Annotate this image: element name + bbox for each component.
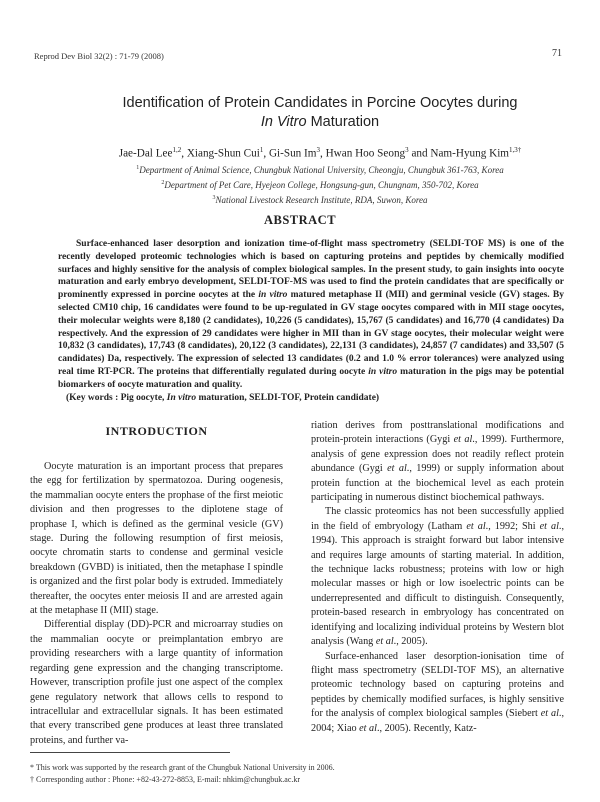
introduction-heading: INTRODUCTION [105,424,208,438]
affil-marker: 1 [136,165,140,171]
funding-footnote: * This work was supported by the research grant of the Chungbuk National University in 2006. [30,763,335,772]
citation-italic: et al [375,636,394,648]
footnote-divider [30,752,230,753]
author-name: Nam-Hyung Kim [430,147,510,160]
citation-italic: et al [539,520,559,532]
corresponding-footnote: † Corresponding author : Phone: +82-43-272-8853, E-mail: nhkim@chungbuk.ac.kr [30,775,301,784]
author-name: Jae-Dal Lee [118,147,173,160]
affiliation [60,192,580,207]
abstract-text: matured metaphase II (MII) and germinal vesicle (GV) stages. By selected CM10 chip, 16 candidates were found to be up-regulated in GV stage oocytes compared with in MII stage oocytes, their molecular weights were 8,180 (2 candidates), 10,226 (5 candidates), 15,767 (5 candidates) and 16,770 (4 candidates) Da respectively. And the expression of 29 candidates were higher in MII than in GV stage oocytes, their molecular weight were 10,832 (3 candidates), 17,743 (8 candidates), 20,122 (3 candidates), 22,131 (3 candidates), 24,857 (7 candidates) and 33,507 (5 candidates) Da, respectively. The expression of selected 13 candidates (0.2 and 1.0 % error tolerances) were analyzed using real time RT-PCR. The proteins that differentially regulated during oocyte [58,290,564,377]
abstract-body [58,238,564,404]
affil-text: Department of Pet Care, Hyejeon College, Hongsung-gun, Chungnam, 350-702, Korea [164,180,479,190]
keywords-text: maturation, SELDI-TOF, Protein candidate) [196,392,380,403]
right-column [311,419,564,736]
author-affil-marker: 1 [259,146,264,154]
body-text: ., 2005). [393,636,428,648]
abstract-text: Surface-enhanced laser desorption and ionization time-of-flight mass spectrometry (SELDI-TOF MS) is one of the recently developed proteomic technologies which is based on capturing proteins and peptides by chemically modified surfaces and highly sensitive for the analysis of complex biological samples. In the present study, to gain insights into oocyte maturation and early embryo development, SELDI-TOF-MS was used to find the protein candidates that are specifically or prominently expressed in porcine oocytes at the [58,239,564,301]
body-paragraph [311,419,564,505]
page-number: 71 [552,48,562,59]
author-affil-marker: 3 [316,146,320,154]
citation-italic: et al [453,434,473,446]
author-affil-marker: 3 [405,146,409,154]
affiliation [60,177,580,192]
abstract-text: maturation in the pigs may be potential biomarkers of oocyte maturation and quality. [58,366,564,390]
abstract-heading: ABSTRACT [263,213,337,227]
left-column [30,424,283,748]
body-text: riation derives from posttranslational modifications and protein-protein interactions (Gygi [311,420,564,446]
author-name: Xiang-Shun Cui [186,147,260,160]
running-head: Reprod Dev Biol 32(2) : 71-79 (2008) [34,51,164,61]
body-paragraph [311,650,564,736]
citation-italic: et al [359,722,377,734]
abstract-paragraph [58,238,564,392]
body-text: ., 1999) or supply information about protein function at the biochemical level as each protein participating in numerous distinct biochemical pathways. [311,463,564,504]
affil-text: National Livestock Research Institute, RDA, Suwon, Korea [215,195,428,205]
title-line-1: Identification of Protein Candidates in Porcine Oocytes during [122,95,518,111]
affil-marker: 2 [161,180,165,186]
body-text: Surface-enhanced laser desorption-ionisation time of flight mass spectrometry (SELDI-TOF MS), an alternative proteomic technology based on capturing proteins and peptides by chemically modified surfaces, is highly sensitive for the analysis of complex biological samples (Siebert [311,650,564,720]
affiliation [60,162,580,177]
title-rest: Maturation [306,114,380,130]
abstract-italic: in vitro [258,290,288,301]
paper-title [40,94,600,132]
body-text: The classic proteomics has not been successfully applied in the field of embryology (Latham [311,506,564,532]
body-text: ., 1999). Furthermore, analysis of gene expression does not readily reflect protein abundance (Gygi [311,434,564,475]
body-paragraph [311,505,564,649]
title-italic: In Vitro [260,114,307,130]
citation-italic: et al [466,520,486,532]
affil-marker: 3 [212,195,216,201]
title-line-2 [40,113,600,132]
affil-text: Department of Animal Science, Chungbuk National University, Cheongju, Chungbuk 361-763, Korea [139,165,504,175]
citation-italic: et al [387,463,407,475]
keywords-text: (Key words : Pig oocyte, [66,392,167,403]
body-text: ., 2005). Recently, Katz- [376,722,477,734]
citation-italic: et al [540,708,559,720]
author-affil-marker: 1,3† [509,146,522,154]
keywords [58,392,564,405]
abstract-italic: in vitro [368,366,398,377]
body-paragraph: Differential display (DD)-PCR and microarray studies on the mammalian oocyte or preimplantation embryo are providing researchers with a large quantity of information regarding gene expression and the changing transcriptome. However, transcription profile just one aspect of the complex gene regulatory network that allows cells to respond to intracellular and extracellular signals. It has been estimated that every transcribed gene produces at least three translated proteins, and further va- [30,619,283,746]
body-paragraph: Oocyte maturation is an important process that prepares the egg for fertilization by spermatozoa. During oogenesis, the mammalian oocyte enters the prophase of the first meiotic division and then progresses to the diplotene stage of prophase I, which is defined as the germinal vesicle (GV) stage. During the following resumption of first meiosis, oocyte chromatin starts to condense and germinal vesicle breakdown (GVBD) is initiated, then the metaphase I spindle is organized and the first polar body is extruded. Immediately thereafter, the oocytes enter meiosis II and are arrested again at the metaphase II (MII) stage. [30,461,283,617]
author-affil-marker: 1,2 [172,146,182,154]
body-text: ., 1992; Shi [485,520,540,532]
author-list: Jae-Dal Lee$^{1,2}$, Xiang-Shun Cui$^1$, Gi-Sun Im$^3$, Hwan Hoo Seong$^3$ and Nam-Hyung Kim$^{1,3\dagger}$ [118,146,522,160]
body-text: ., 1994). This approach is straight forward but labor intensive and requires large amounts of starting material. In addition, the technique lacks robustness; proteins with low or high molecular masses or high or low isoelectric points can be underrepresented and difficult to distinguish. Consequently, protein-based research in embryology has concentrated on identifying and localizing individual proteins by Western blot analysis (Wang [311,520,565,648]
footnotes [30,762,570,786]
body-text: ., 2004; Xiao [311,708,564,734]
affiliation-list [60,162,580,207]
author-name: Gi-Sun Im [268,147,317,160]
author-name: Hwan Hoo Seong [325,147,406,160]
keywords-italic: In vitro [166,392,197,403]
